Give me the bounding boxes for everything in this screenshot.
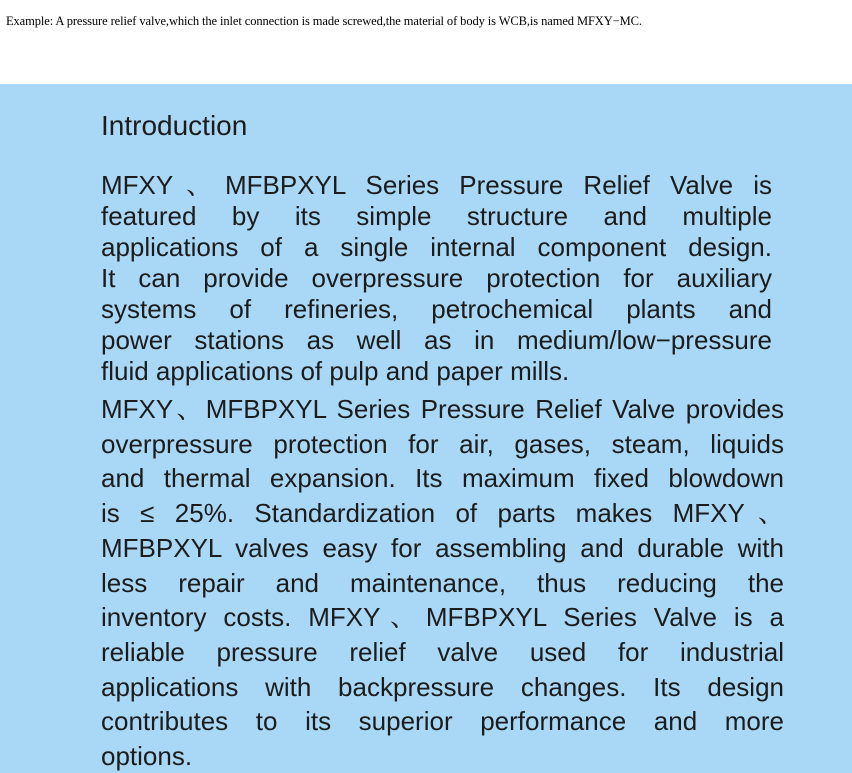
intro-paragraph-2 [101, 392, 784, 773]
paragraph-line: inventory costs. MFXY、MFBPXYL Series Valve is a [101, 602, 784, 633]
paragraph-line: contributes to its superior performance and more [101, 706, 784, 737]
paragraph-line: fluid applications of pulp and paper mills. [101, 356, 570, 386]
intro-paragraph-1 [101, 170, 772, 387]
paragraph-line: power stations as well as in medium/low−pressure [101, 325, 772, 355]
paragraph-line: overpressure protection for air, gases, steam, liquids [101, 428, 784, 459]
paragraph-line: MFXY、MFBPXYL Series Pressure Relief Valve provides [101, 394, 784, 424]
paragraph-line: less repair and maintenance, thus reducing the [101, 567, 784, 598]
introduction-panel [0, 84, 852, 773]
paragraph-line: is ≤ 25%. Standardization of parts makes MFXY、 [101, 498, 784, 529]
example-caption: Example: A pressure relief valve,which the inlet connection is made screwed,the material of body is WCB,is named MFXY−MC. [6, 14, 642, 28]
paragraph-line: reliable pressure relief valve used for industrial [101, 636, 784, 667]
paragraph-line: systems of refineries, petrochemical plants and [101, 294, 772, 324]
paragraph-line: featured by its simple structure and multiple [101, 201, 772, 231]
paragraph-line: MFBPXYL valves easy for assembling and durable with [101, 532, 784, 563]
section-heading: Introduction [101, 110, 248, 141]
paragraph-line: It can provide overpressure protection for auxiliary [101, 263, 772, 293]
paragraph-line: options. [101, 741, 193, 772]
paragraph-line: applications of a single internal component design. [101, 232, 772, 262]
paragraph-line: and thermal expansion. Its maximum fixed blowdown [101, 463, 784, 494]
paragraph-line: applications with backpressure changes. Its design [101, 671, 784, 702]
paragraph-line: MFXY、MFBPXYL Series Pressure Relief Valve is [101, 170, 772, 200]
